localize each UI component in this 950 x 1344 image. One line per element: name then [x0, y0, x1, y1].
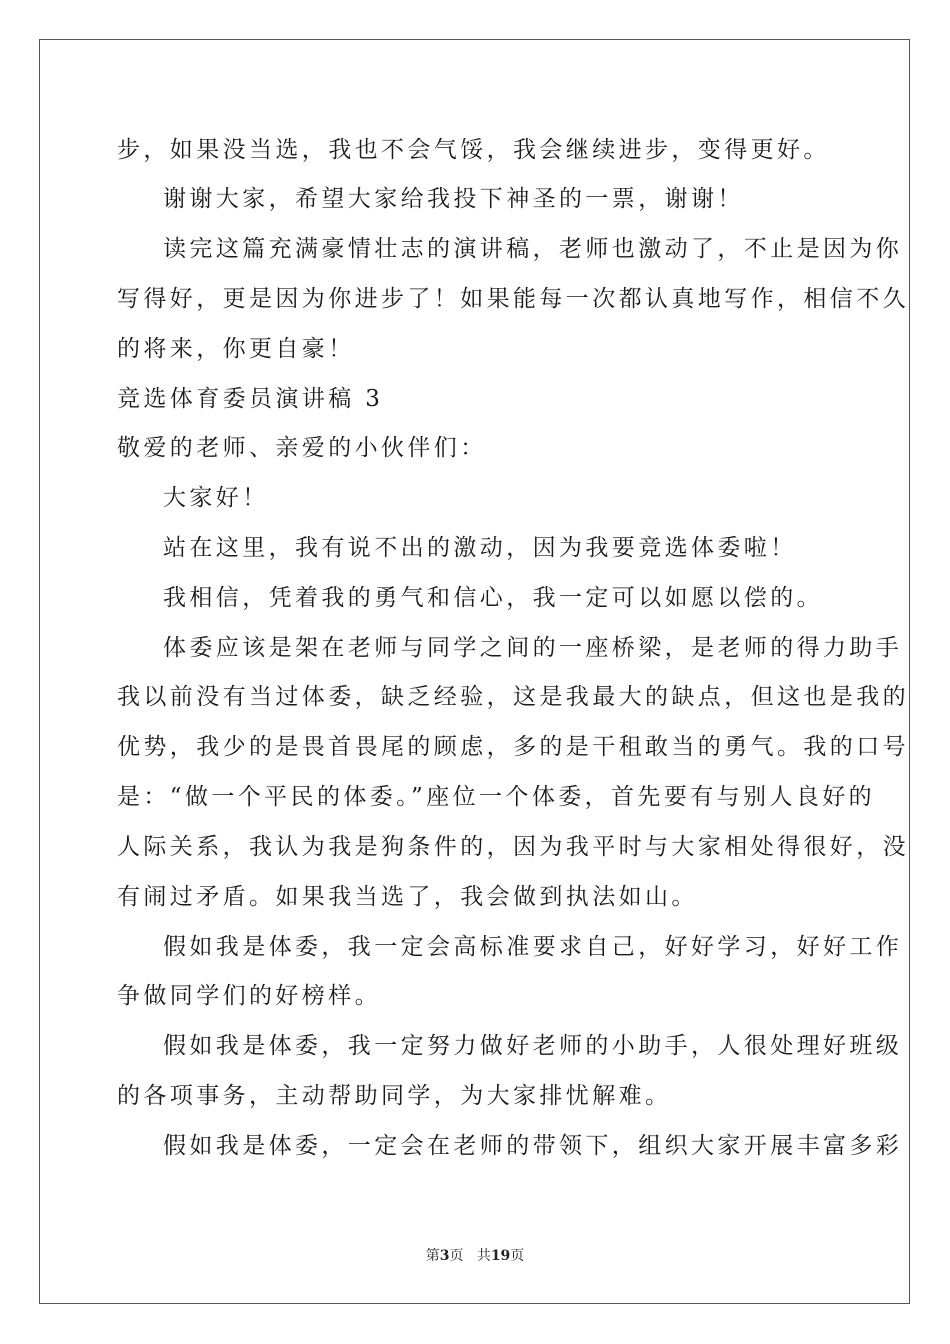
section-heading: 竞选体育委员演讲稿 3 [117, 386, 384, 412]
text-line-16: 有闹过矛盾。如果我当选了，我会做到执法如山。 [117, 884, 698, 910]
text-line-1: 步，如果没当选，我也不会气馁，我会继续进步，变得更好。 [117, 137, 830, 163]
text-line-5: 的将来，你更自豪！ [117, 336, 355, 362]
text-line-2: 谢谢大家，希望大家给我投下神圣的一票，谢谢！ [163, 186, 744, 212]
total-pages: 19 [490, 1248, 511, 1264]
text-line-20: 的各项事务，主动帮助同学，为大家排忧解难。 [117, 1083, 672, 1109]
page-footer [0, 1245, 950, 1265]
text-line-14: 是：“做一个平民的体委。”座位一个体委，首先要有与别人良好的 [117, 784, 876, 810]
text-line-8: 大家好！ [163, 485, 269, 511]
text-line-4: 写得好，更是因为你进步了！如果能每一次都认真地写作，相信不久 [117, 286, 909, 312]
salutation: 敬爱的老师、亲爱的小伙伴们： [117, 435, 487, 461]
page-prefix: 第 [425, 1248, 440, 1264]
text-line-21: 假如我是体委，一定会在老师的带领下，组织大家开展丰富多彩 [163, 1133, 903, 1159]
text-line-18: 争做同学们的好榜样。 [117, 983, 381, 1009]
text-line-13: 优势，我少的是畏首畏尾的顾虑，多的是干租敢当的勇气。我的口号 [117, 734, 909, 760]
text-line-9: 站在这里，我有说不出的激动，因为我要竞选体委啦！ [163, 535, 797, 561]
total-suffix: 页 [510, 1248, 525, 1264]
text-line-12: 我以前没有当过体委，缺乏经验，这是我最大的缺点，但这也是我的 [117, 684, 909, 710]
text-line-17: 假如我是体委，我一定会高标准要求自己，好好学习，好好工作 [163, 934, 903, 960]
page-suffix: 页 [449, 1248, 464, 1264]
text-line-19: 假如我是体委，我一定努力做好老师的小助手，人很处理好班级 [163, 1033, 903, 1059]
page-number: 3 [439, 1248, 450, 1264]
text-line-11: 体委应该是架在老师与同学之间的一座桥梁，是老师的得力助手 [163, 635, 903, 661]
text-line-15: 人际关系，我认为我是狗条件的，因为我平时与大家相处得很好，没 [117, 834, 909, 860]
page-border [39, 39, 910, 1304]
text-line-10: 我相信，凭着我的勇气和信心，我一定可以如愿以偿的。 [163, 585, 823, 611]
total-prefix: 共 [476, 1248, 491, 1264]
text-line-3: 读完这篇充满豪情壮志的演讲稿，老师也激动了，不止是因为你 [163, 236, 903, 262]
